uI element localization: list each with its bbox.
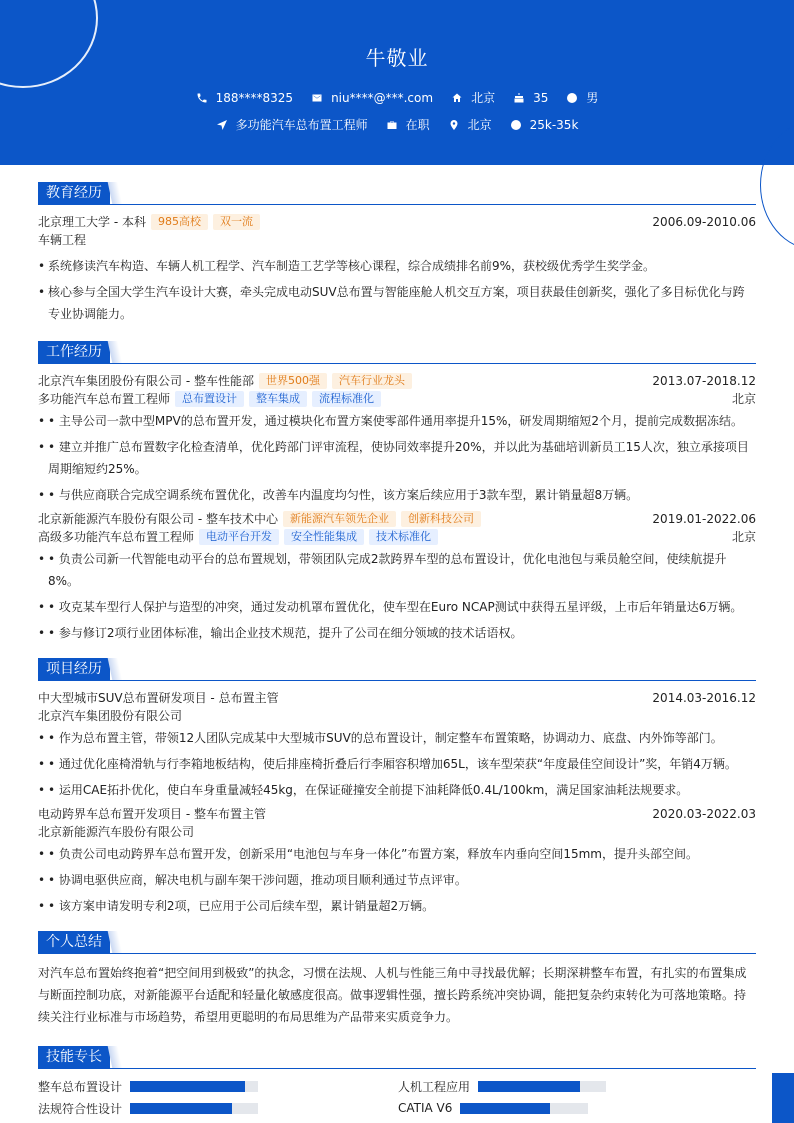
phone-text: 188****8325 bbox=[215, 90, 294, 105]
briefcase-icon bbox=[386, 119, 398, 131]
project-name: 电动跨界车总布置开发项目 - 整车布置主管 bbox=[38, 807, 266, 821]
status-text: 在职 bbox=[405, 118, 430, 132]
target-position-info bbox=[216, 116, 368, 133]
section-header bbox=[38, 1046, 756, 1069]
project-name: 中大型城市SUV总布置研发项目 - 总布置主管 bbox=[38, 691, 279, 705]
position-tag: 流程标准化 bbox=[312, 391, 381, 407]
project-entry bbox=[38, 805, 756, 917]
project-date: 2020.03-2022.03 bbox=[652, 807, 756, 821]
company-name: 北京新能源汽车股份有限公司 - 整车技术中心 bbox=[38, 512, 278, 526]
job-bullets bbox=[38, 548, 756, 644]
skill-level-bar bbox=[130, 1103, 258, 1114]
summary-text: 对汽车总布置始终抱着“把空间用到极致”的执念，习惯在法规、人机与性能三角中寻找最优解；长期深耕整车布置，有扎实的布置集成与断面控制功底，对新能源平台适配和轻量化敏感度很高。做事逻辑性强，擅长跨系统冲突协调，能把复杂约束转化为可落地策略。持续关注行业标准与市场趋势，希望用更聪明的布局思维为产品带来实质竞争力。 bbox=[38, 966, 747, 1024]
list-item: • 系统修读汽车构造、车辆人机工程学、汽车制造工艺学等核心课程，综合成绩排名前9%，获校级优秀学生奖学金。 bbox=[38, 255, 756, 277]
company-tag: 新能源汽车领先企业 bbox=[283, 511, 396, 527]
list-item: • • 负责公司新一代智能电动平台的总布置规划，带领团队完成2款跨界车型的总布置设计，优化电池包与乘员舱空间，使续航提升8%。 bbox=[38, 548, 756, 592]
skill-item bbox=[38, 1077, 398, 1095]
resume-header bbox=[0, 0, 794, 165]
resume-body bbox=[38, 182, 756, 1117]
list-item: • • 负责公司电动跨界车总布置开发，创新采用“电池包与车身一体化”布置方案，释放车内垂向空间15mm，提升头部空间。 bbox=[38, 843, 756, 865]
job-city: 北京 bbox=[731, 392, 756, 406]
major: 车辆工程 bbox=[38, 233, 87, 247]
project-bullets bbox=[38, 727, 756, 801]
position-name: 高级多功能汽车总布置工程师 bbox=[38, 530, 195, 544]
age-info bbox=[513, 91, 548, 105]
list-item: • • 攻克某车型行人保护与造型的冲突，通过发动机罩布置优化，使车型在Euro NCAP测试中获得五星评级，上市后年销量达6万辆。 bbox=[38, 596, 756, 618]
position-tag: 安全性能集成 bbox=[284, 529, 364, 545]
job-company-row bbox=[38, 510, 756, 528]
projects-section bbox=[38, 658, 756, 917]
job-position-row bbox=[38, 528, 756, 546]
job-date: 2019.01-2022.06 bbox=[652, 512, 756, 526]
skill-item bbox=[398, 1077, 756, 1095]
job-bullets bbox=[38, 410, 756, 506]
email-text: niu****@***.com bbox=[331, 90, 434, 105]
phone-icon bbox=[196, 92, 208, 104]
salary-icon bbox=[510, 119, 522, 131]
project-company: 北京汽车集团股份有限公司 bbox=[38, 709, 183, 723]
section-header bbox=[38, 931, 756, 954]
gender-info bbox=[566, 89, 598, 106]
education-date: 2006.09-2010.06 bbox=[652, 215, 756, 229]
section-title: 技能专长 bbox=[38, 1046, 110, 1068]
decorative-corner-bar bbox=[772, 1073, 794, 1123]
age-text: 35 bbox=[533, 90, 549, 105]
company-tag: 汽车行业龙头 bbox=[332, 373, 412, 389]
section-header bbox=[38, 341, 756, 364]
school-tag: 双一流 bbox=[213, 214, 260, 230]
section-title: 教育经历 bbox=[38, 182, 110, 204]
section-header bbox=[38, 658, 756, 681]
project-entry bbox=[38, 689, 756, 801]
project-company: 北京新能源汽车股份有限公司 bbox=[38, 825, 195, 839]
gender-icon bbox=[566, 92, 578, 104]
job-position-row bbox=[38, 390, 756, 408]
salary-info bbox=[510, 118, 579, 132]
section-header bbox=[38, 182, 756, 205]
list-item: • • 该方案申请发明专利2项，已应用于公司后续车型，累计销量超2万辆。 bbox=[38, 895, 756, 917]
skill-name: 人机工程应用 bbox=[398, 1079, 471, 1094]
job-city: 北京 bbox=[731, 530, 756, 544]
phone-info bbox=[196, 91, 293, 105]
residence-text: 北京 bbox=[471, 91, 496, 105]
list-item: • • 主导公司一款中型MPV的总布置开发，通过模块化布置方案使零部件通用率提升15%，研发周期缩短2个月，提前完成数据冻结。 bbox=[38, 410, 756, 432]
skill-name: 法规符合性设计 bbox=[38, 1101, 123, 1116]
job-date: 2013.07-2018.12 bbox=[652, 374, 756, 388]
skills-grid bbox=[38, 1077, 756, 1117]
list-item: • • 协调电驱供应商，解决电机与副车架干涉问题，推动项目顺利通过节点评审。 bbox=[38, 869, 756, 891]
list-item: • • 运用CAE拓扑优化，使白车身重量减轻45kg，在保证碰撞安全前提下油耗降低0.4L/100km，满足国家油耗法规要求。 bbox=[38, 779, 756, 801]
education-bullets bbox=[38, 255, 756, 325]
company-tag: 创新科技公司 bbox=[401, 511, 481, 527]
job-intent-row bbox=[0, 116, 794, 133]
target-position-text: 多功能汽车总布置工程师 bbox=[235, 118, 368, 132]
summary-section bbox=[38, 931, 756, 1028]
education-section bbox=[38, 182, 756, 325]
job-entry bbox=[38, 372, 756, 506]
school-tag: 985高校 bbox=[151, 214, 208, 230]
contact-row bbox=[0, 89, 794, 106]
section-title: 项目经历 bbox=[38, 658, 110, 680]
candidate-name: 牛敬业 bbox=[365, 46, 429, 70]
project-name-row bbox=[38, 805, 756, 823]
project-date: 2014.03-2016.12 bbox=[652, 691, 756, 705]
project-bullets bbox=[38, 843, 756, 917]
company-tag: 世界500强 bbox=[259, 373, 327, 389]
skill-item bbox=[38, 1099, 398, 1117]
status-info bbox=[386, 116, 430, 133]
school-name: 北京理工大学 - 本科 bbox=[38, 215, 146, 229]
target-city-text: 北京 bbox=[467, 118, 492, 132]
list-item: • • 与供应商联合完成空调系统布置优化，改善车内温度均匀性，该方案后续应用于3款车型，累计销量超8万辆。 bbox=[38, 484, 756, 506]
list-item: • • 建立并推广总布置数字化检查清单，优化跨部门评审流程，使协同效率提升20%，并以此为基础培训新员工15人次，独立承接项目周期缩短约25%。 bbox=[38, 436, 756, 480]
list-item: • • 通过优化座椅滑轨与行李箱地板结构，使后排座椅折叠后行李厢容积增加65L，该车型荣获“年度最佳空间设计”奖，年销4万辆。 bbox=[38, 753, 756, 775]
target-city-info bbox=[448, 116, 492, 133]
skill-level-fill bbox=[478, 1081, 580, 1092]
residence-info bbox=[451, 89, 495, 106]
position-tag: 电动平台开发 bbox=[199, 529, 279, 545]
home-icon bbox=[451, 92, 463, 104]
skill-level-bar bbox=[478, 1081, 606, 1092]
send-icon bbox=[216, 119, 228, 131]
project-name-row bbox=[38, 689, 756, 707]
section-title: 工作经历 bbox=[38, 341, 110, 363]
job-company-row bbox=[38, 372, 756, 390]
skill-name: 整车总布置设计 bbox=[38, 1079, 123, 1094]
job-entry bbox=[38, 510, 756, 644]
position-name: 多功能汽车总布置工程师 bbox=[38, 392, 171, 406]
skills-section bbox=[38, 1046, 756, 1117]
section-title: 个人总结 bbox=[38, 931, 110, 953]
position-tag: 技术标准化 bbox=[369, 529, 438, 545]
work-section bbox=[38, 341, 756, 644]
list-item: • • 作为总布置主管，带领12人团队完成某中大型城市SUV的总布置设计，制定整车布置策略，协调动力、底盘、内外饰等部门。 bbox=[38, 727, 756, 749]
company-name: 北京汽车集团股份有限公司 - 整车性能部 bbox=[38, 374, 254, 388]
skill-level-bar bbox=[460, 1103, 588, 1114]
position-tag: 整车集成 bbox=[249, 391, 307, 407]
education-entry-header bbox=[38, 213, 756, 231]
salary-text: 25k-35k bbox=[529, 117, 579, 132]
gender-text: 男 bbox=[586, 91, 599, 105]
skill-level-bar bbox=[130, 1081, 258, 1092]
email-info bbox=[311, 91, 433, 105]
mail-icon bbox=[311, 92, 323, 104]
cake-icon bbox=[513, 92, 525, 104]
skill-name: CATIA V6 bbox=[398, 1101, 453, 1115]
skill-level-fill bbox=[130, 1103, 232, 1114]
position-tag: 总布置设计 bbox=[175, 391, 244, 407]
skill-level-fill bbox=[130, 1081, 245, 1092]
list-item: • • 参与修订2项行业团体标准，输出企业技术规范，提升了公司在细分领域的技术话语权。 bbox=[38, 622, 756, 644]
location-pin-icon bbox=[448, 119, 460, 131]
skill-item bbox=[398, 1099, 756, 1117]
list-item: • 核心参与全国大学生汽车设计大赛，牵头完成电动SUV总布置与智能座舱人机交互方案，项目获最佳创新奖，强化了多目标优化与跨专业协调能力。 bbox=[38, 281, 756, 325]
skill-level-fill bbox=[460, 1103, 550, 1114]
